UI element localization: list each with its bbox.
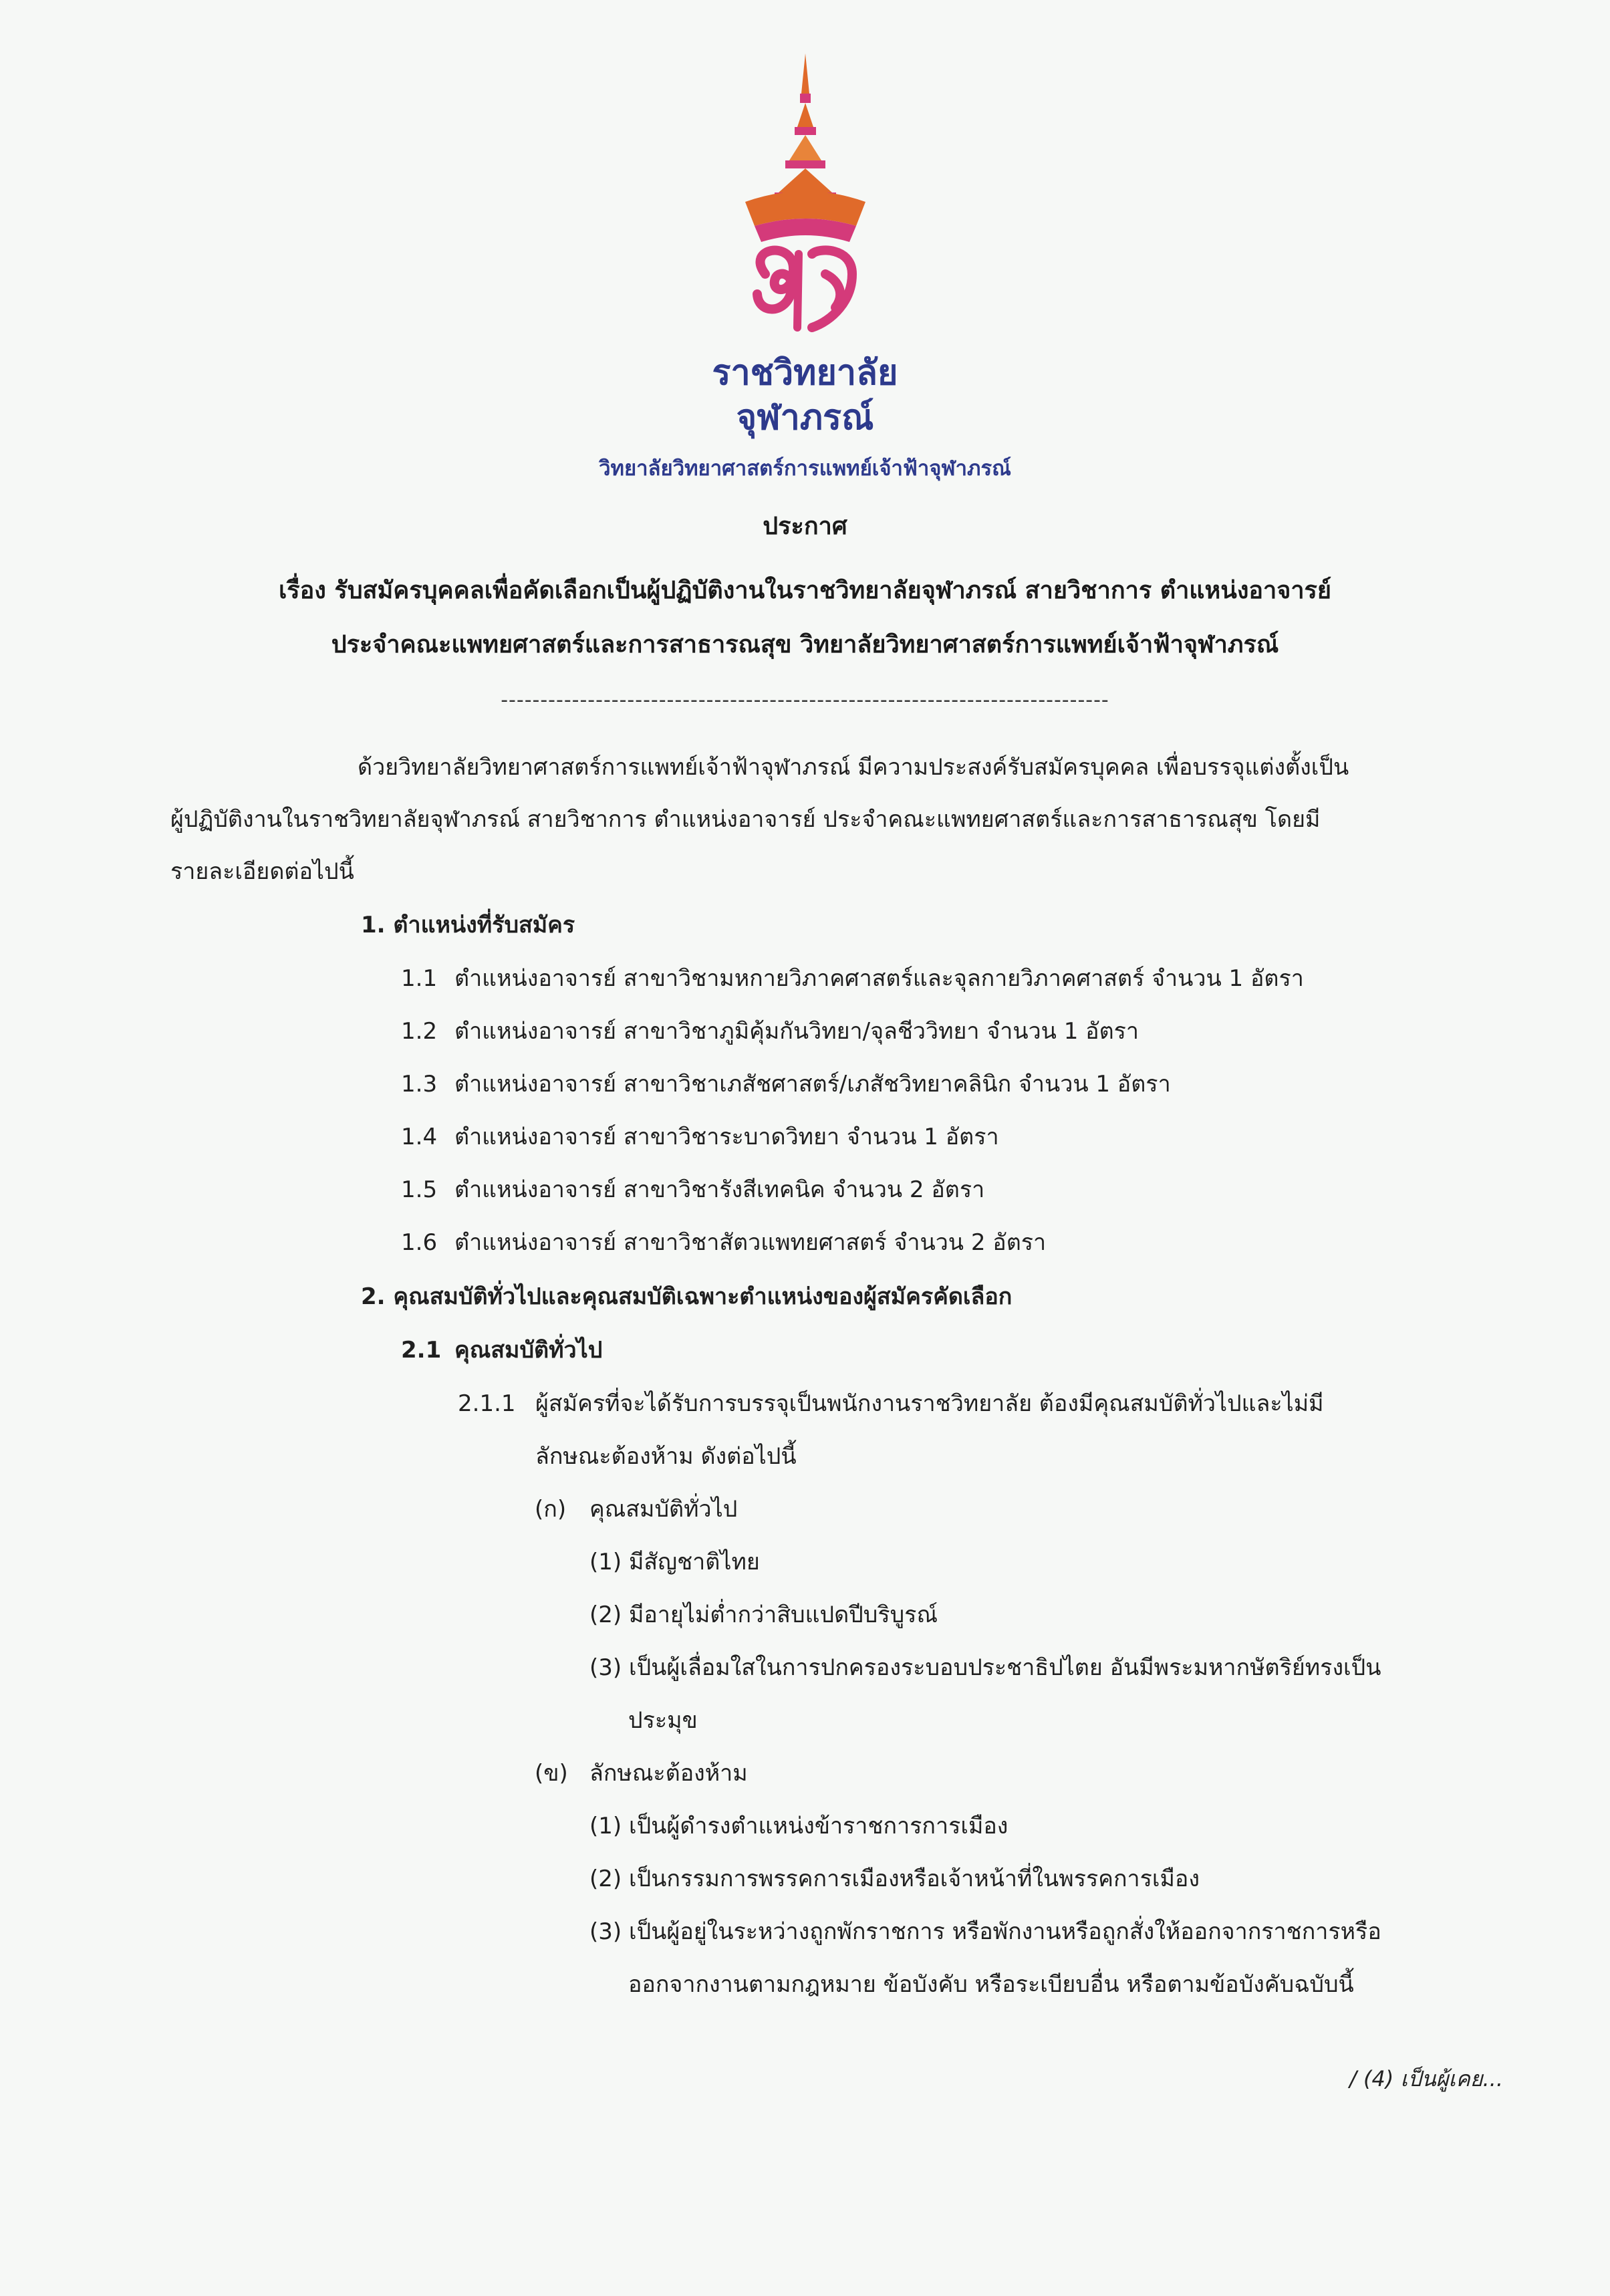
clause-number: 2.1.1 — [458, 1390, 516, 1417]
subclause-a-label: (ก) — [535, 1496, 567, 1523]
list-item: (1) เป็นผู้ดำรงตำแหน่งข้าราชการการเมือง — [589, 1813, 1009, 1839]
intro-line2: ผู้ปฏิบัติงานในราชวิทยาลัยจุฬาภรณ์ สายวิชาการ ตำแหน่งอาจารย์ ประจำคณะแพทยศาสตร์และการสาธารณสุข โดยมี — [170, 806, 1321, 833]
list-item-continuation: ประมุข — [628, 1707, 698, 1734]
list-item-continuation: ออกจากงานตามกฎหมาย ข้อบังคับ หรือระเบียบอื่น หรือตามข้อบังคับฉบับนี้ — [628, 1971, 1354, 1998]
item-text: ตำแหน่งอาจารย์ สาขาวิชาภูมิคุ้มกันวิทยา/จุลชีววิทยา จำนวน 1 อัตรา — [454, 1018, 1139, 1045]
item-text: ตำแหน่งอาจารย์ สาขาวิชารังสีเทคนิค จำนวน 2 อัตรา — [454, 1176, 985, 1203]
list-item — [401, 1013, 1139, 1049]
announcement-subject-line2: ประจำคณะแพทยศาสตร์และการสาธารณสุข วิทยาลัยวิทยาศาสตร์การแพทย์เจ้าฟ้าจุฬาภรณ์ — [331, 631, 1279, 658]
list-item: (1) มีสัญชาติไทย — [589, 1549, 760, 1575]
section2-1-title: คุณสมบัติทั่วไป — [454, 1337, 603, 1364]
item-number: 1.4 — [401, 1124, 438, 1150]
section2-number: 2. — [361, 1283, 386, 1310]
subclause-a-title: คุณสมบัติทั่วไป — [589, 1496, 738, 1523]
list-item — [401, 1065, 1171, 1102]
list-item: (2) เป็นกรรมการพรรคการเมืองหรือเจ้าหน้าที่ในพรรคการเมือง — [589, 1866, 1200, 1892]
announcement-heading: ประกาศ — [763, 513, 847, 540]
item-text: ตำแหน่งอาจารย์ สาขาวิชาสัตวแพทยศาสตร์ จำนวน 2 อัตรา — [454, 1229, 1047, 1256]
intro-line1: ด้วยวิทยาลัยวิทยาศาสตร์การแพทย์เจ้าฟ้าจุฬาภรณ์ มีความประสงค์รับสมัครบุคคล เพื่อบรรจุแต่งตั้งเป็น — [358, 754, 1349, 781]
list-item — [401, 1171, 984, 1207]
subclause-a — [535, 1491, 737, 1527]
list-item: (3) เป็นผู้อยู่ในระหว่างถูกพักราชการ หรือพักงานหรือถูกสั่งให้ออกจากราชการหรือ — [589, 1918, 1381, 1945]
section1-number: 1. — [361, 912, 386, 938]
section1-title: ตำแหน่งที่รับสมัคร — [393, 912, 575, 938]
subclause-b-title: ลักษณะต้องห้าม — [589, 1760, 748, 1787]
royal-college-emblem-icon — [718, 53, 892, 341]
section2-title: คุณสมบัติทั่วไปและคุณสมบัติเฉพาะตำแหน่งของผู้สมัครคัดเลือก — [393, 1283, 1013, 1310]
list-item — [401, 1118, 999, 1154]
list-item — [401, 960, 1304, 996]
clause-line2: ลักษณะต้องห้าม ดังต่อไปนี้ — [535, 1443, 797, 1470]
item-text: ตำแหน่งอาจารย์ สาขาวิชาระบาดวิทยา จำนวน 1 อัตรา — [454, 1124, 999, 1150]
item-number: 1.3 — [401, 1071, 438, 1098]
title-divider: ----------------------------------------------------------------------------- — [501, 688, 1109, 712]
institution-name-line2: จุฬาภรณ์ — [736, 398, 874, 438]
item-number: 1.5 — [401, 1176, 438, 1203]
section2-heading — [361, 1278, 1012, 1314]
section1-heading — [361, 906, 575, 942]
list-item: (3) เป็นผู้เลื่อมใสในการปกครองระบอบประชาธิปไตย อันมีพระมหากษัตริย์ทรงเป็น — [589, 1654, 1381, 1681]
clause-line1: ผู้สมัครที่จะได้รับการบรรจุเป็นพนักงานราชวิทยาลัย ต้องมีคุณสมบัติทั่วไปและไม่มี — [535, 1390, 1324, 1417]
intro-line3: รายละเอียดต่อไปนี้ — [170, 858, 354, 885]
list-item: (2) มีอายุไม่ต่ำกว่าสิบแปดปีบริบูรณ์ — [589, 1602, 938, 1628]
announcement-subject-line1: เรื่อง รับสมัครบุคคลเพื่อคัดเลือกเป็นผู้ปฏิบัติงานในราชวิทยาลัยจุฬาภรณ์ สายวิชาการ ตำแหน่งอาจารย์ — [279, 577, 1331, 604]
institution-subname: วิทยาลัยวิทยาศาสตร์การแพทย์เจ้าฟ้าจุฬาภรณ์ — [599, 457, 1011, 481]
item-text: ตำแหน่งอาจารย์ สาขาวิชามหกายวิภาคศาสตร์และจุลกายวิภาคศาสตร์ จำนวน 1 อัตรา — [454, 965, 1304, 992]
institution-name-line1: ราชวิทยาลัย — [712, 353, 898, 393]
subclause-b-label: (ข) — [535, 1760, 568, 1787]
list-item — [401, 1224, 1046, 1260]
clause-2-1-1 — [458, 1385, 1324, 1421]
subclause-b — [535, 1755, 748, 1791]
section2-1-number: 2.1 — [401, 1337, 442, 1364]
page-continuation-note: / (4) เป็นผู้เคย... — [1349, 2066, 1503, 2091]
item-number: 1.6 — [401, 1229, 438, 1256]
item-text: ตำแหน่งอาจารย์ สาขาวิชาเภสัชศาสตร์/เภสัชวิทยาคลินิก จำนวน 1 อัตรา — [454, 1071, 1171, 1098]
item-number: 1.2 — [401, 1018, 438, 1045]
section2-1-heading — [401, 1331, 602, 1368]
item-number: 1.1 — [401, 965, 438, 992]
